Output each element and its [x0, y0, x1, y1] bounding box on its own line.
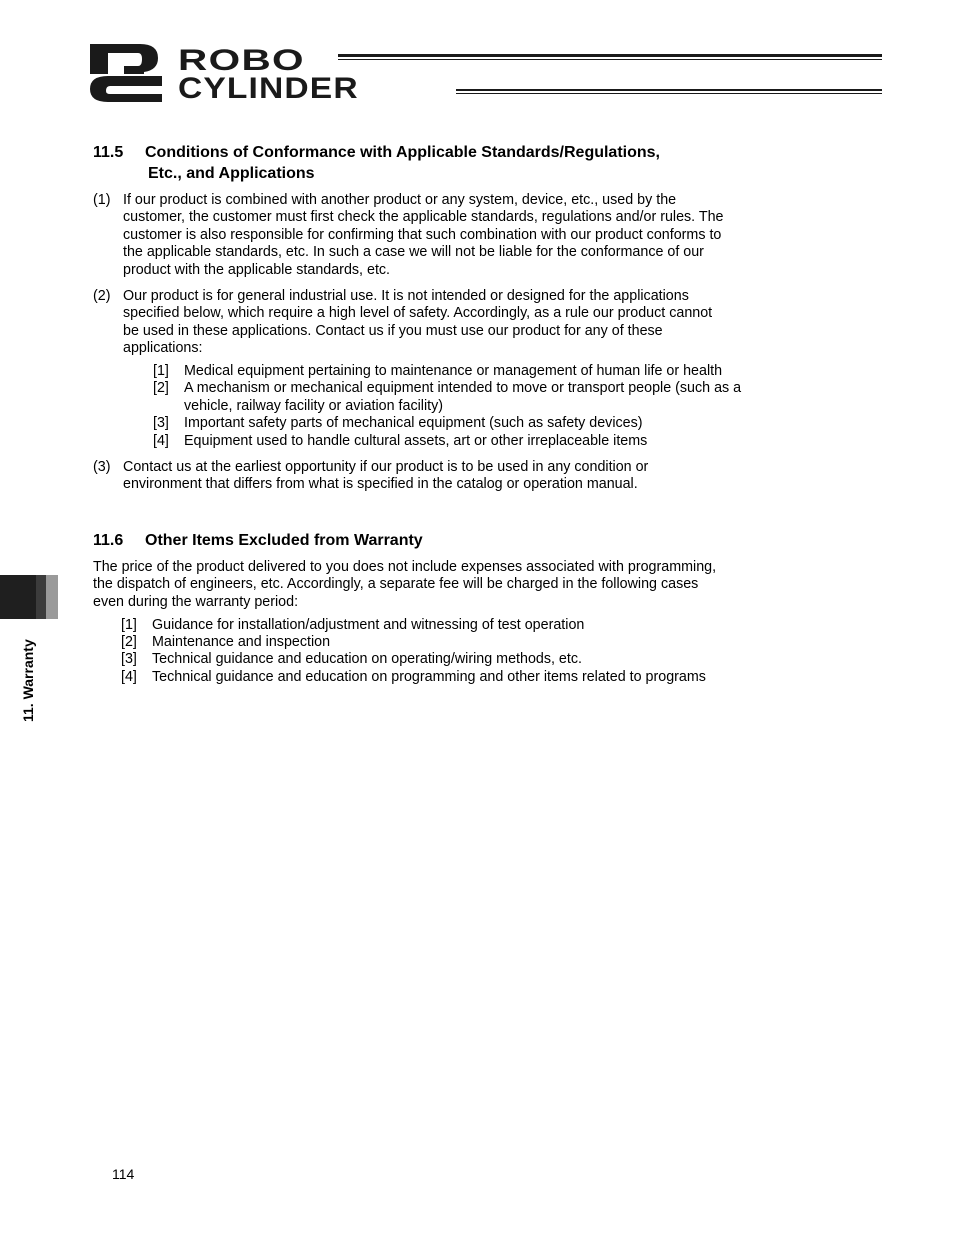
header-rule-top-thin — [338, 59, 882, 60]
item-2-line: applications: — [123, 340, 203, 357]
item-1-line: customer, the customer must first check the applicable standards, regulations and/or rules. The — [123, 209, 724, 226]
item-3-marker: (3) — [93, 459, 111, 475]
intro-line: even during the warranty period: — [93, 593, 299, 610]
excluded-item-text: Technical guidance and education on operating/wiring methods, etc. — [152, 651, 582, 667]
intro-line: the dispatch of engineers, etc. Accordingly, a separate fee will be charged in the following cases — [93, 576, 699, 593]
logo-text-cylinder: CYLINDER — [178, 72, 359, 105]
header-rule-bottom-thin — [456, 93, 882, 94]
item-2-line: be used in these applications. Contact us if you must use our product for any of these — [123, 322, 663, 339]
excluded-item-marker: [4] — [121, 669, 137, 685]
subitem-text: Important safety parts of mechanical equipment (such as safety devices) — [184, 415, 643, 431]
item-2-marker: (2) — [93, 288, 111, 304]
header-rule-bottom-thick — [456, 89, 882, 91]
excluded-item-text: Technical guidance and education on programming and other items related to programs — [152, 669, 706, 685]
section-11-5-number: 11.5 — [93, 144, 124, 161]
section-11-5-title-line1: Conditions of Conformance with Applicable Standards/Regulations, — [145, 144, 660, 161]
subitem-marker: [2] — [153, 380, 169, 396]
subitem-text: Equipment used to handle cultural assets, art or other irreplaceable items — [184, 433, 648, 449]
section-11-6-intro — [93, 559, 716, 611]
item-1-line: product with the applicable standards, etc. — [123, 261, 391, 278]
subitem-text: A mechanism or mechanical equipment intended to move or transport people (such as a — [184, 380, 742, 396]
item-2-line: specified below, which require a high level of safety. Accordingly, as a rule our product cannot — [123, 305, 713, 322]
item-2-line: Our product is for general industrial use. It is not intended or designed for the applications — [123, 288, 689, 304]
excluded-item-marker: [1] — [121, 617, 137, 633]
logo-text-robo: ROBO — [178, 44, 305, 77]
item-3-line: Contact us at the earliest opportunity if our product is to be used in any condition or — [123, 459, 649, 475]
side-tab-block-mid — [36, 575, 46, 619]
subitem-text: Medical equipment pertaining to maintenance or management of human life or health — [184, 363, 723, 379]
excluded-item-marker: [2] — [121, 634, 137, 650]
section-11-6-title: Other Items Excluded from Warranty — [145, 532, 423, 549]
subitem-marker: [3] — [153, 415, 169, 431]
header-rule-top-thick — [338, 54, 882, 57]
excluded-item-text: Guidance for installation/adjustment and witnessing of test operation — [152, 617, 585, 633]
item-3-text — [123, 459, 648, 494]
item-2-text — [123, 288, 712, 358]
item-1-text — [123, 192, 724, 279]
rc-logo-icon — [88, 42, 170, 104]
intro-line: The price of the product delivered to you does not include expenses associated with programming, — [93, 559, 717, 575]
subitem-marker: [1] — [153, 363, 169, 379]
side-tab-label: 11. Warranty — [20, 639, 36, 722]
item-1-line: If our product is combined with another product or any system, device, etc., used by the — [123, 192, 677, 208]
section-11-5-title-line2: Etc., and Applications — [148, 165, 315, 182]
section-11-6-number: 11.6 — [93, 532, 124, 549]
page-number: 114 — [112, 1166, 135, 1182]
item-1-line: customer is also responsible for confirming that such combination with our product conforms to — [123, 226, 722, 243]
item-1-marker: (1) — [93, 192, 111, 208]
item-1-line: the applicable standards, etc. In such a case we will not be liable for the conformance of our — [123, 244, 704, 261]
subitem-text: vehicle, railway facility or aviation facility) — [184, 398, 444, 414]
excluded-item-text: Maintenance and inspection — [152, 634, 331, 650]
side-tab-block — [0, 575, 36, 619]
item-3-line: environment that differs from what is specified in the catalog or operation manual. — [123, 476, 638, 493]
side-tab-block-light — [46, 575, 58, 619]
subitem-marker: [4] — [153, 433, 169, 449]
excluded-item-marker: [3] — [121, 651, 137, 667]
